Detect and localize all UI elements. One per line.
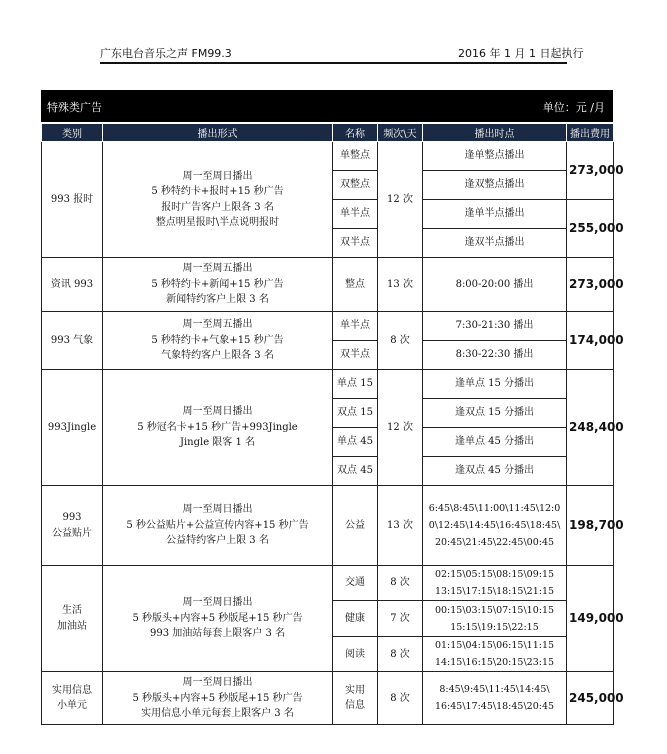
airtime-cell-line: 00:15\03:15\07:15\10:15 [434, 604, 555, 616]
fee-cell-line: 149,000 [569, 611, 624, 626]
name-cell [333, 258, 378, 312]
frequency-cell [378, 370, 423, 486]
airtime-cell-line: 逢单整点播出 [464, 150, 525, 162]
category-cell [42, 142, 103, 258]
airtime-cell [423, 399, 567, 428]
format-cell [103, 312, 333, 370]
table-row [42, 566, 614, 601]
airtime-cell-line: 逢双点 15 分播出 [454, 407, 535, 419]
format-line: 周一至周日播出 [182, 504, 253, 516]
airtime-cell-line: 14:15\16:15\20:15\23:15 [434, 657, 555, 669]
category-cell-line: 993 报时 [50, 193, 94, 205]
table-title-bar [41, 90, 613, 122]
format-line: 周一至周日播出 [182, 597, 253, 609]
airtime-cell [423, 457, 567, 486]
format-cell [103, 142, 333, 258]
frequency-cell-line: 13 次 [387, 278, 413, 290]
airtime-cell [423, 486, 567, 566]
airtime-cell [423, 312, 567, 341]
airtime-cell-line: 逢双半点播出 [464, 237, 525, 249]
airtime-cell-line: 16:45\17:45\18:45\20:45 [434, 701, 555, 713]
category-cell-line: 993Jingle [47, 421, 97, 433]
airtime-cell-line: 8:45\9:45\11:45\14:45\ [439, 684, 550, 696]
category-cell [42, 258, 103, 312]
format-line: 气象特约客户上限各 3 名 [161, 350, 274, 362]
category-cell-line: 资讯 993 [50, 278, 94, 290]
format-line: 5 秒冠名卡+15 秒广告+993Jingle [137, 421, 298, 433]
table-row [42, 486, 614, 566]
frequency-cell [378, 566, 423, 601]
fee-cell [567, 672, 624, 725]
airtime-cell [423, 428, 567, 457]
format-line: 新闻特约客户上限 3 名 [166, 294, 269, 306]
frequency-cell [378, 486, 423, 566]
header-row [42, 124, 614, 142]
frequency-cell-line: 7 次 [390, 612, 410, 624]
header-station: 广东电台音乐之声 FM99.3 [100, 47, 232, 60]
name-cell [333, 312, 378, 341]
name-cell [333, 566, 378, 601]
format-line: 993 加油站每套上限客户 3 名 [150, 628, 285, 640]
fee-cell [567, 142, 624, 200]
name-cell-line: 双半点 [340, 237, 370, 249]
format-line: 5 秒公益贴片+公益宣传内容+15 秒广告 [126, 519, 309, 531]
rate-table [41, 123, 624, 725]
table-row [42, 142, 614, 171]
format-line: 5 秒特约卡+气象+15 秒广告 [151, 334, 284, 346]
format-line: 周一至周日播出 [182, 406, 253, 418]
fee-cell-line: 174,000 [569, 333, 624, 348]
format-cell [103, 566, 333, 672]
airtime-cell [423, 258, 567, 312]
format-line: 周一至周日播出 [182, 170, 253, 182]
airtime-cell-line: 逢单点 15 分播出 [454, 378, 535, 390]
format-line: 5 秒特约卡+报时+15 秒广告 [151, 186, 284, 197]
name-cell-line: 单整点 [340, 150, 370, 162]
name-cell [333, 428, 378, 457]
airtime-cell-line: 01:15\04:15\06:15\11:15 [434, 640, 555, 652]
format-line: 实用信息小单元每套上限客户 3 名 [141, 708, 294, 720]
frequency-cell-line: 8 次 [390, 577, 410, 589]
airtime-cell [423, 229, 567, 258]
frequency-cell [378, 312, 423, 370]
col-frequency: 频次\天 [378, 124, 423, 142]
name-cell-line: 双点 45 [337, 465, 373, 477]
name-cell-line: 阅读 [345, 648, 365, 660]
category-cell [42, 370, 103, 486]
col-format: 播出形式 [103, 124, 333, 142]
category-cell [42, 486, 103, 566]
airtime-cell-line: 13:15\17:15\18:15\21:15 [434, 586, 555, 598]
fee-cell [567, 200, 624, 258]
airtime-cell [423, 601, 567, 637]
fee-cell-line: 198,700 [569, 518, 624, 533]
name-cell [333, 672, 378, 725]
format-cell [103, 486, 333, 566]
format-cell [103, 370, 333, 486]
category-cell [42, 566, 103, 672]
fee-cell-line: 273,000 [569, 163, 624, 178]
category-cell-line: 生活 [62, 605, 82, 617]
airtime-cell-line: 02:15\05:15\08:15\09:15 [434, 569, 555, 580]
airtime-cell [423, 341, 567, 370]
name-cell-line: 双整点 [340, 179, 370, 191]
name-cell [333, 457, 378, 486]
name-cell [333, 229, 378, 258]
airtime-cell [423, 566, 567, 601]
airtime-cell-line: 8:30-22:30 播出 [455, 349, 534, 361]
frequency-cell-line: 8 次 [390, 692, 410, 704]
airtime-cell-line: 8:00-20:00 播出 [455, 278, 534, 290]
format-line: 5 秒版头+内容+5 秒版尾+15 秒广告 [132, 612, 303, 624]
fee-cell [567, 370, 624, 486]
category-cell-line: 993 气象 [50, 334, 94, 346]
name-cell [333, 601, 378, 637]
frequency-cell [378, 637, 423, 672]
col-category: 类别 [42, 124, 103, 142]
airtime-cell [423, 672, 567, 725]
table-row [42, 370, 614, 399]
format-line: 5 秒版头+内容+5 秒版尾+15 秒广告 [132, 692, 303, 704]
header-effective-date: 2016 年 1 月 1 日起执行 [458, 47, 584, 60]
airtime-cell [423, 637, 567, 672]
format-line: 周一至周五播出 [182, 263, 253, 275]
fee-cell [567, 566, 624, 672]
fee-cell [567, 258, 624, 312]
name-cell [333, 637, 378, 672]
format-line: 报时广告客户上限各 3 名 [161, 201, 274, 213]
format-line: 公益特约客户上限 3 名 [166, 535, 269, 547]
category-cell-line: 993 [62, 512, 82, 523]
name-cell-line: 交通 [345, 577, 365, 589]
table-row [42, 672, 614, 725]
airtime-cell [423, 142, 567, 171]
category-cell [42, 672, 103, 725]
fee-cell-line: 245,000 [569, 691, 624, 706]
name-cell-line: 单点 45 [337, 436, 373, 448]
name-cell-line: 双半点 [340, 349, 370, 361]
col-airtime: 播出时点 [423, 124, 567, 142]
airtime-cell-line: 15:15\19:15\22:15 [450, 621, 539, 633]
table-title: 特殊类广告 [47, 101, 102, 114]
name-cell-line: 双点 15 [337, 407, 373, 419]
format-line: 5 秒特约卡+新闻+15 秒广告 [151, 278, 284, 290]
format-line: Jingle 限客 1 名 [179, 437, 256, 449]
frequency-cell [378, 142, 423, 258]
fee-cell [567, 486, 624, 566]
name-cell-line: 健康 [345, 612, 365, 624]
table-row [42, 258, 614, 312]
frequency-cell [378, 601, 423, 637]
fee-cell [567, 312, 624, 370]
format-line: 整点明星报时\半点说明报时 [155, 217, 280, 228]
name-cell-line: 单半点 [340, 208, 370, 220]
airtime-cell [423, 370, 567, 399]
format-cell [103, 672, 333, 725]
fee-cell-line: 255,000 [569, 221, 624, 236]
name-cell-line: 整点 [345, 278, 365, 290]
category-cell-line: 加油站 [57, 620, 87, 632]
fee-cell-line: 273,000 [569, 277, 624, 292]
airtime-cell-line: 逢单点 45 分播出 [454, 436, 535, 448]
name-cell [333, 200, 378, 229]
airtime-cell-line: 0\12:45\14:45\16:45\18:45\ [428, 519, 561, 531]
airtime-cell-line: 6:45\8:45\11:00\11:45\12:0 [428, 502, 561, 514]
col-name: 名称 [333, 124, 378, 142]
frequency-cell [378, 672, 423, 725]
category-cell-line: 小单元 [57, 700, 87, 712]
name-cell-line: 信息 [345, 700, 365, 712]
name-cell-line: 公益 [345, 519, 365, 531]
col-fee: 播出费用 [567, 124, 614, 142]
name-cell [333, 171, 378, 200]
frequency-cell-line: 12 次 [387, 193, 413, 205]
name-cell [333, 142, 378, 171]
category-cell-line: 公益贴片 [52, 527, 92, 539]
frequency-cell [378, 258, 423, 312]
fee-cell-line: 248,400 [569, 420, 624, 435]
frequency-cell-line: 8 次 [390, 334, 410, 346]
name-cell [333, 370, 378, 399]
frequency-cell-line: 12 次 [387, 421, 413, 433]
name-cell [333, 486, 378, 566]
frequency-cell-line: 8 次 [390, 648, 410, 660]
category-cell [42, 312, 103, 370]
airtime-cell [423, 200, 567, 229]
name-cell [333, 341, 378, 370]
airtime-cell-line: 逢双点 45 分播出 [454, 465, 535, 477]
unit-label: 单位：元 /月 [542, 101, 605, 114]
airtime-cell-line: 20:45\21:45\22:45\00:45 [434, 537, 555, 549]
airtime-cell-line: 逢单半点播出 [464, 208, 525, 220]
format-line: 周一至周日播出 [182, 677, 253, 689]
airtime-cell [423, 171, 567, 200]
name-cell-line: 实用 [345, 684, 365, 696]
table-row [42, 312, 614, 341]
name-cell [333, 399, 378, 428]
airtime-cell-line: 逢双整点播出 [464, 179, 525, 191]
format-cell [103, 258, 333, 312]
name-cell-line: 单点 15 [337, 378, 373, 390]
frequency-cell-line: 13 次 [387, 519, 413, 531]
header-rule [100, 62, 567, 64]
category-cell-line: 实用信息 [52, 684, 92, 696]
format-line: 周一至周五播出 [182, 319, 253, 331]
name-cell-line: 单半点 [340, 320, 370, 332]
airtime-cell-line: 7:30-21:30 播出 [455, 320, 534, 332]
